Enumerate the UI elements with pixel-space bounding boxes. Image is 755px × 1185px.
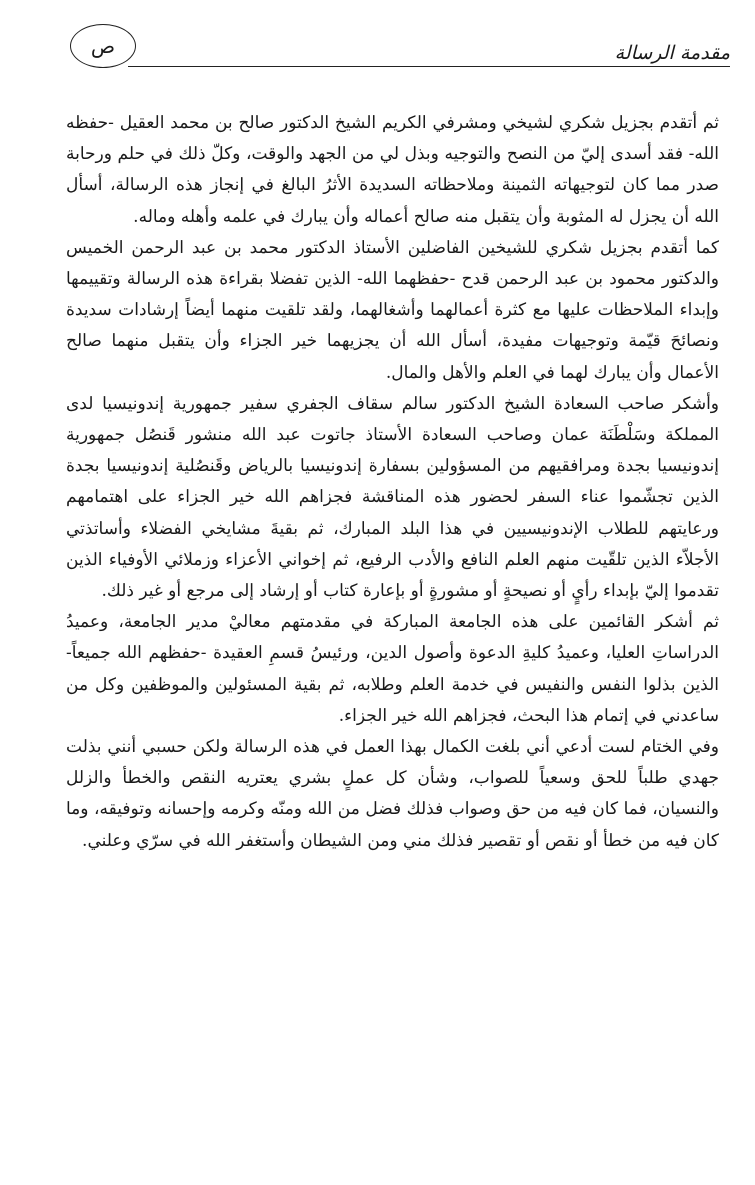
page-number-oval [70,24,136,68]
page-header [70,22,730,82]
body-text [66,108,719,857]
paragraph-conclusion: وفي الختام لست أدعي أني بلغت الكمال بهذا العمل في هذه الرسالة ولكن حسبي أنني بذلت جهدي طلباً للحق وسعياً للصواب، وشأن كل عملٍ بشري يعتريه النقص والخطأ والزلل والنسيان، فما كان فيه من حق وصواب فذلك فضل من الله ومنّه وكرمه وإحسانه وتوفيقه، وما كان فيه من خطأ أو نقص أو تقصير فذلك مني ومن الشيطان وأستغفر الله في سرّي وعلني. [66,737,720,851]
header-rule [128,66,730,67]
paragraph-thanks-university: ثم أشكر القائمين على هذه الجامعة المباركة في مقدمتهم معاليْ مدير الجامعة، وعميدُ الدراساتِ العليا، وعميدُ كليةِ الدعوة وأصول الدين، ورئيسُ قسمِ العقيدة -حفظهم الله جميعاً- الذين بذلوا النفس والنفيس في خدمة العلم وطلابه، ثم بقية المسئولين والموظفين وكل من ساعدني في إتمام هذا البحث، فجزاهم الله خير الجزاء. [66,612,719,726]
paragraph-thanks-ambassador: وأشكر صاحب السعادة الشيخ الدكتور سالم سقاف الجفري سفير جمهورية إندونيسيا لدى المملكة وسَلْطَنَة عمان وصاحب السعادة الأستاذ جاتوت عبد الله منشور قَنصُل جمهورية إندونيسيا بجدة ومرافقيهم من المسؤولين بسفارة إندونيسيا بالرياض وقَنصُلية إندونيسيا بجدة الذين تجشّموا عناء السفر لحضور هذه المناقشة فجزاهم الله خير الجزاء على اهتمامهم ورعايتهم للطلاب الإندونيسيين في هذا البلد المبارك، ثم بقيةَ مشايخي الفضلاء وأساتذتي الأجلاّء الذين تلقّيت منهم العلم النافع والأدب الرفيع، ثم إخواني الأعزاء وزملائي الأوفياء الذين تقدموا إليّ بإبداء رأيٍ أو نصيحةٍ أو مشورةٍ أو بإعارة كتاب أو إرشاد إلى مرجع أو غير ذلك. [66,393,719,602]
running-title: مقدمة الرسالة [614,42,730,64]
paragraph-thanks-examiners: كما أتقدم بجزيل شكري للشيخين الفاضلين الأستاذ الدكتور محمد بن عبد الرحمن الخميس والدكتور محمود بن عبد الرحمن قدح -حفظهما الله- الذين تفضلا بقراءة هذه الرسالة وتقييمها وإبداء الملاحظات عليها مع كثرة أعمالهما وأشغالهما، ولقد تلقيت منهما أيضاً إرشادات سديدة ونصائحَ قيّمة وتوجيهات مفيدة، أسأل الله أن يجزيهما خير الجزاء وأن يتقبل منهما صالح الأعمال وأن يبارك لهما في العلم والأهل والمال. [66,237,719,383]
page-number: ص [90,34,116,58]
paragraph-thanks-supervisor: ثم أتقدم بجزيل شكري لشيخي ومشرفي الكريم الشيخ الدكتور صالح بن محمد العقيل -حفظه الله- فقد أسدى إليّ من النصح والتوجيه وبذل لي من الجهد والوقت، وكلّ ذلك في حلم ورحابة صدر مما كان لتوجيهاته الثمينة وملاحظاته السديدة الأثرُ البالغ في إنجاز هذه الرسالة، أسأل الله أن يجزل له المثوبة وأن يتقبل منه صالح أعماله وأن يبارك في علمه وأهله وماله. [66,113,719,227]
